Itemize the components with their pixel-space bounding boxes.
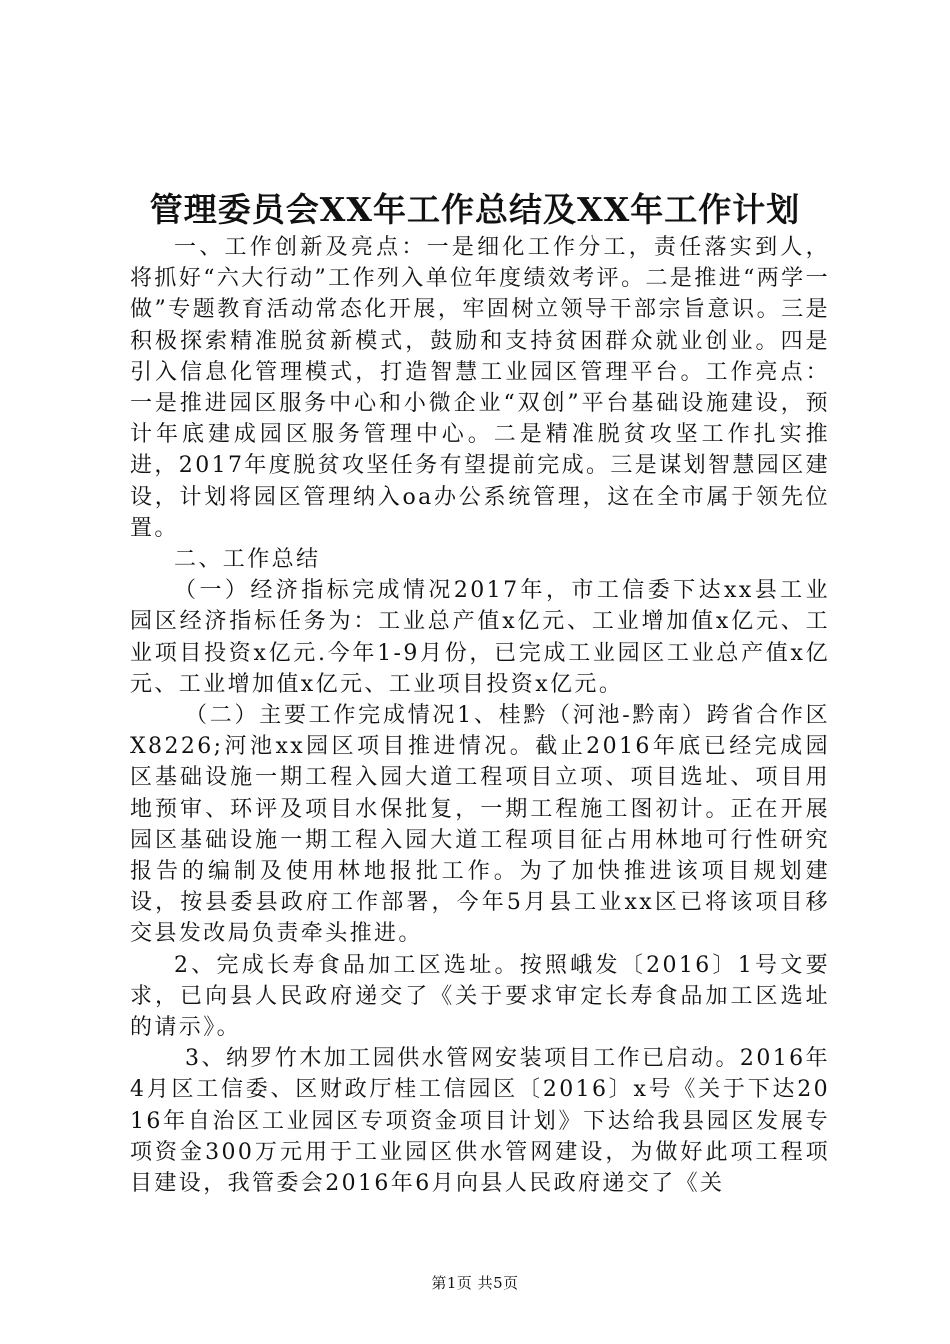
document-title: 管理委员会XX年工作总结及XX年工作计划 bbox=[149, 190, 801, 229]
page-footer: 第1页 共5页 bbox=[431, 1274, 519, 1292]
paragraph-main-work: （二）主要工作完成情况1、桂黔（河池-黔南）跨省合作区X8226;河池xx园区项目推进情况。截止2016年底已经完成园区基础设施一期工程入园大道工程项目立项、项目选址、项目用地预审、环评及项目水保批复，一期工程施工图初计。正在开展园区基础设施一期工程入园大道工程项目征占用林地可行性研究报告的编制及使用林地报批工作。为了加快推进该项目规划建设，按县委县政府工作部署，今年5月县工业xx区已将该项目移交县发改局负责牵头推进。 bbox=[130, 703, 830, 947]
paragraph-economic-indicators: （一）经济指标完成情况2017年，市工信委下达xx县工业园区经济指标任务为：工业总产值x亿元、工业增加值x亿元、工业项目投资x亿元.今年1-9月份，已完成工业园区工业总产值x亿元、工业增加值x亿元、工业项目投资x亿元。 bbox=[130, 578, 830, 697]
section-heading-work-summary: 二、工作总结 bbox=[174, 547, 321, 573]
paragraph-food-processing-site: 2、完成长寿食品加工区选址。按照峨发〔2016〕1号文要求，已向县人民政府递交了《关于要求审定长寿食品加工区选址的请示》。 bbox=[130, 952, 830, 1041]
paragraph-innovation-highlights: 一、工作创新及亮点：一是细化工作分工，责任落实到人，将抓好“六大行动”工作列入单位年度绩效考评。二是推进“两学一做”专题教育活动常态化开展，牢固树立领导干部宗旨意识。三是积极探索精准脱贫新模式，鼓励和支持贫困群众就业创业。四是引入信息化管理模式，打造智慧工业园区管理平台。工作亮点：一是推进园区服务中心和小微企业“双创”平台基础设施建设，预计年底建成园区服务管理中心。二是精准脱贫攻坚工作扎实推进，2017年度脱贫攻坚任务有望提前完成。三是谋划智慧园区建设，计划将园区管理纳入oa办公系统管理，这在全市属于领先位置。 bbox=[130, 235, 830, 541]
document-body bbox=[130, 232, 830, 1199]
paragraph-water-supply-project: 3、纳罗竹木加工园供水管网安装项目工作已启动。2016年4月区工信委、区财政厅桂工信园区〔2016〕x号《关于下达2016年自治区工业园区专项资金项目计划》下达给我县园区发展专项资金300万元用于工业园区供水管网建设，为做好此项工程项目建设，我管委会2016年6月向县人民政府递交了《关 bbox=[130, 1046, 830, 1197]
